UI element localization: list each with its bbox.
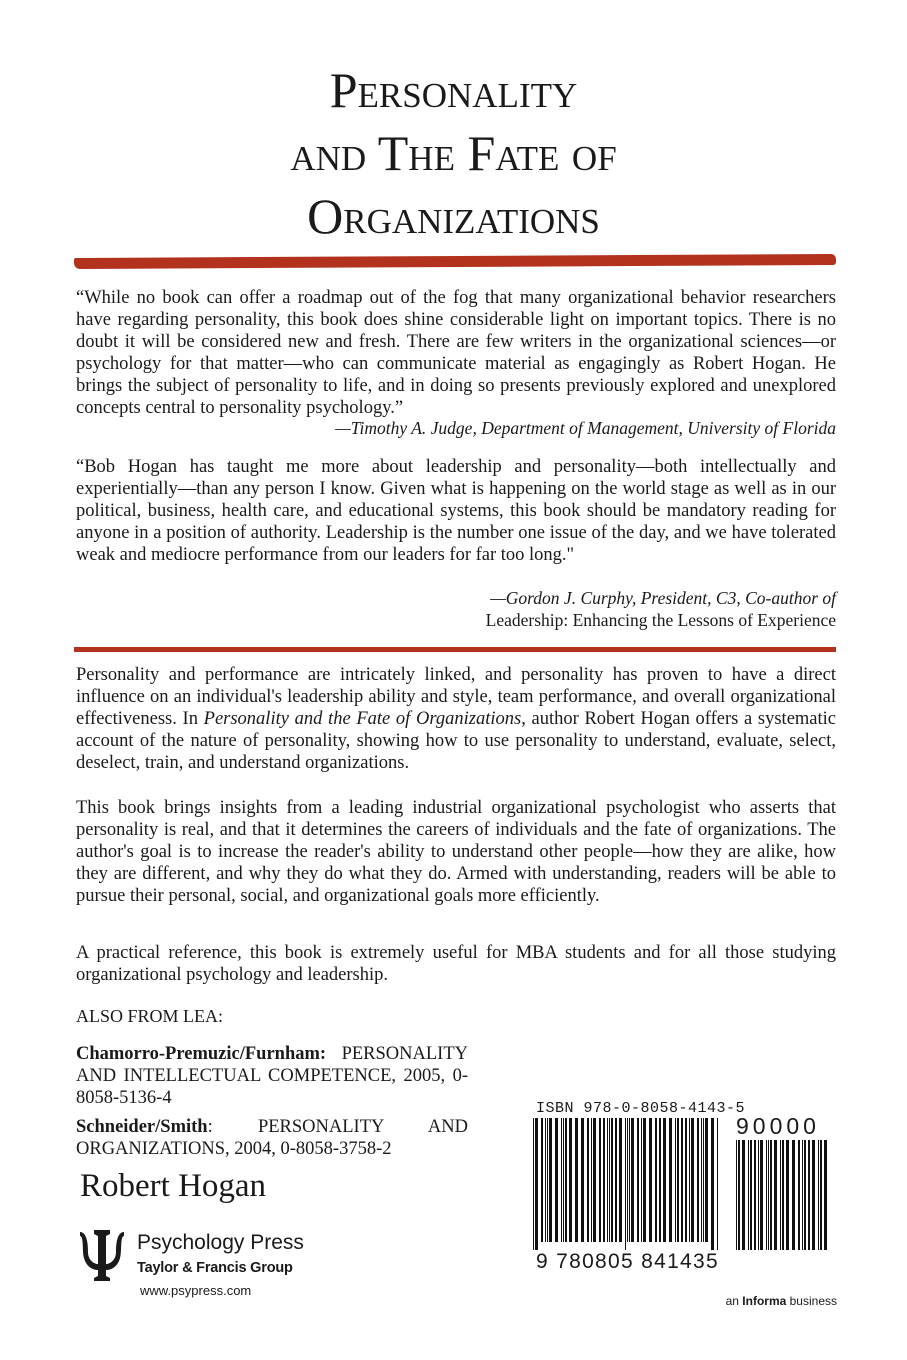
barcode-bar — [659, 1118, 661, 1242]
barcode-bar — [669, 1118, 672, 1242]
also-from-entry — [76, 1043, 468, 1109]
barcode-bar — [643, 1118, 646, 1242]
barcode-bar — [824, 1140, 827, 1250]
barcode-bar — [565, 1118, 567, 1242]
psi-logo-icon — [76, 1226, 128, 1282]
barcode-bar — [607, 1118, 608, 1242]
entry-details: : PERSONALITY AND ORGANIZATIONS, 2004, 0-8058-3758-2 — [76, 1117, 468, 1159]
endorsement-attribution-2-book: Leadership: Enhancing the Lessons of Experience — [485, 610, 836, 630]
barcode-bar — [770, 1140, 772, 1250]
barcode-bar — [766, 1140, 767, 1250]
barcode-bar — [535, 1118, 538, 1250]
barcode-bar — [663, 1118, 666, 1242]
description-paragraph-1 — [76, 664, 836, 774]
price-code: 90000 — [736, 1113, 820, 1139]
barcode-bar — [649, 1118, 652, 1242]
barcode-bar — [545, 1118, 546, 1242]
entry-details: PERSONALITY AND INTELLECTUAL COMPETENCE, 2005, 0-8058-5136-4 — [76, 1044, 468, 1108]
barcode-bar — [717, 1118, 718, 1250]
endorsement-quote-1: “While no book can offer a roadmap out of the fog that many organizational behavior researchers have regarding personality, this book does shine considerable light on important topics. There is no doubt it will be considered new and fresh. There are few writers in the organizational sciences—or psychology for that matter—who can communicate material as engagingly as Robert Hogan. He brings the subject of personality to life, and in doing so presents previously explored and unexplored concepts central to personality psychology.” — [76, 288, 836, 418]
barcode-bar — [768, 1140, 769, 1250]
barcode-bar — [685, 1118, 687, 1242]
barcode-bar — [798, 1140, 800, 1250]
barcode-bar — [792, 1140, 795, 1250]
publisher-name: Psychology Press — [137, 1231, 304, 1254]
author-name: Robert Hogan — [80, 1168, 267, 1204]
endorsement-attribution-1: —Timothy A. Judge, Department of Management, University of Florida — [335, 418, 836, 438]
entry-authors: Schneider/Smith — [76, 1117, 208, 1137]
barcode-bar — [609, 1118, 610, 1242]
also-from-heading: ALSO FROM LEA: — [76, 1006, 224, 1026]
barcode-bar — [611, 1118, 613, 1242]
barcode-bar — [804, 1140, 806, 1250]
barcode-bar — [581, 1118, 584, 1242]
barcode-bar — [625, 1118, 626, 1250]
barcode-bar — [689, 1118, 690, 1242]
barcode-bar — [782, 1140, 784, 1250]
barcode-bar — [812, 1140, 815, 1250]
publisher-group: Taylor & Francis Group — [137, 1260, 293, 1276]
barcode-bar — [742, 1140, 745, 1250]
barcode-bar — [758, 1140, 759, 1250]
barcode-bar — [711, 1118, 714, 1250]
barcode-bar — [549, 1118, 552, 1242]
barcode-bar — [593, 1118, 596, 1242]
endorsement-attribution-2: —Gordon J. Curphy, President, C3, Co-author of — [490, 588, 836, 608]
also-from-entry — [76, 1116, 468, 1160]
barcode-bar — [603, 1118, 605, 1242]
barcode-bar — [705, 1118, 708, 1242]
title-line-2: and The Fate of — [290, 125, 617, 181]
ean-barcode-bars — [533, 1118, 723, 1250]
price-barcode-bars — [736, 1140, 834, 1252]
barcode-bar — [675, 1118, 676, 1242]
barcode-bar — [808, 1140, 810, 1250]
barcode-bar — [641, 1118, 642, 1242]
barcode-bar — [820, 1140, 822, 1250]
barcode-bar — [631, 1118, 634, 1242]
barcode-bar — [547, 1118, 548, 1242]
barcode-bar — [599, 1118, 601, 1242]
barcode-digits: 9 780805 841435 — [536, 1250, 719, 1273]
barcode-bar — [691, 1118, 694, 1242]
publisher-url[interactable]: www.psypress.com — [140, 1283, 252, 1298]
barcode-bar — [760, 1140, 763, 1250]
barcode-bar — [569, 1118, 572, 1242]
barcode-bar — [627, 1118, 628, 1242]
description-paragraph-2: This book brings insights from a leading industrial organizational psychologist who asserts that personality is real, and that it determines the careers of individuals and the fate of organizations. The author's goal is to increase the reader's ability to understand other people—how they are alike, how they are different, and why they do what they do. Armed with understanding, readers will be able to pursue their personal, social, and organizational goals more efficiently. — [76, 798, 836, 906]
barcode-bar — [629, 1118, 630, 1242]
barcode-bar — [637, 1118, 639, 1242]
barcode-bar — [738, 1140, 740, 1250]
barcode-bar — [591, 1118, 592, 1242]
title-line-3: Organizations — [307, 188, 600, 244]
barcode-bar — [681, 1118, 683, 1242]
description-text: Personality and performance are intricately linked, and personality has proven to have a direct influence on an individual's leadership ability and style, team performance, and overall organizational effectiveness. In — [76, 665, 836, 729]
barcode-bar — [736, 1140, 737, 1250]
informa-prefix: an — [725, 1294, 743, 1308]
barcode-bar — [561, 1118, 562, 1242]
informa-suffix: business — [786, 1294, 837, 1308]
description-text: , author Robert Hogan offers a systematic account of the nature of personality, showing how to use personality to understand, evaluate, select, deselect, train, and understand organizations. — [76, 709, 836, 773]
barcode-bar — [818, 1140, 819, 1250]
book-title-italic: Personality and the Fate of Organizations — [203, 709, 522, 729]
barcode-bar — [754, 1140, 756, 1250]
endorsement-quote-2: “Bob Hogan has taught me more about leadership and personality—both intellectually and experientially—than any person I know. Given what is happening on the world stage as well as in our political, business, health care, and educational systems, this book should be mandatory reading for anyone in a position of authority. Leadership is the number one issue of the day, and we have tolerated weak and mediocre performance from our leaders for far too long." — [76, 457, 836, 565]
barcode-bar — [774, 1140, 777, 1250]
entry-authors: Chamorro-Premuzic/Furnham: — [76, 1044, 327, 1064]
title-line-1: Personality — [329, 62, 578, 118]
barcode-bar — [697, 1118, 699, 1242]
barcode-bar — [750, 1140, 752, 1250]
barcode-bar — [677, 1118, 679, 1242]
middle-accent-rule — [74, 647, 836, 652]
barcode-bar — [701, 1118, 702, 1242]
top-accent-rule — [74, 254, 836, 269]
informa-business-tag — [726, 1294, 837, 1308]
barcode-bar — [533, 1118, 534, 1250]
barcode-bar — [555, 1118, 558, 1242]
barcode-bar — [703, 1118, 704, 1242]
barcode-bar — [587, 1118, 589, 1242]
barcode-bar — [655, 1118, 657, 1242]
barcode-bar — [748, 1140, 749, 1250]
barcode-bar — [619, 1118, 622, 1242]
barcode-bar — [575, 1118, 578, 1242]
barcode-bar — [780, 1140, 781, 1250]
barcode-bar — [563, 1118, 564, 1242]
barcode-bar — [802, 1140, 803, 1250]
informa-brand: Informa — [742, 1294, 787, 1308]
barcode-bar — [541, 1118, 543, 1242]
barcode-bar — [615, 1118, 617, 1242]
isbn-label: ISBN 978-0-8058-4143-5 — [536, 1100, 746, 1117]
barcode-bar — [786, 1140, 789, 1250]
description-paragraph-3: A practical reference, this book is extremely useful for MBA students and for all those studying organizational psychology and leadership. — [76, 943, 836, 985]
